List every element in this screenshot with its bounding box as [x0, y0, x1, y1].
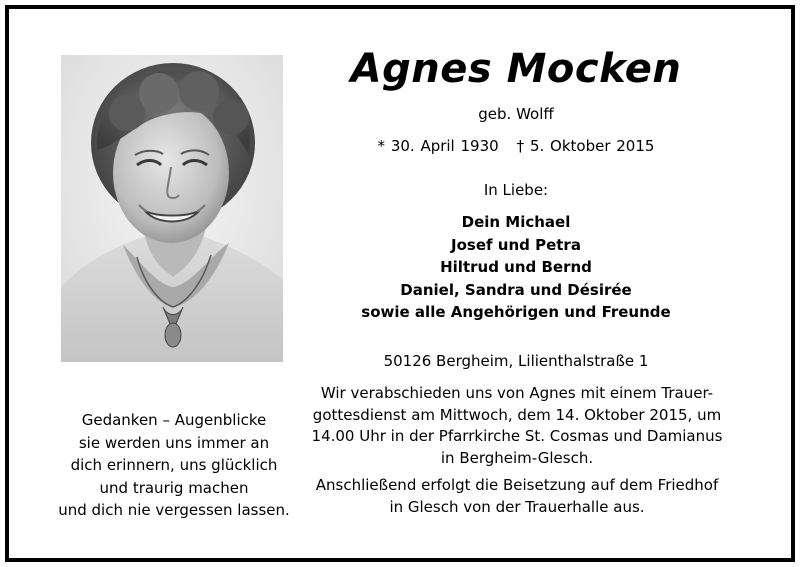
service-line: gottesdienst am Mittwoch, dem 14. Oktober 2015, um — [312, 405, 722, 424]
mourner: sowie alle Angehörigen und Freunde — [361, 303, 671, 321]
life-dates — [321, 136, 711, 156]
mourner: Hiltrud und Bernd — [440, 258, 592, 276]
service-line: 14.00 Uhr in der Pfarrkirche St. Cosmas und Damianus — [311, 427, 723, 445]
poem-line: dich erinnern, uns glücklich — [70, 456, 278, 474]
mourner: Dein Michael — [461, 213, 571, 231]
birth-date: * 30. April 1930 — [377, 137, 499, 155]
funeral-service-info — [307, 383, 727, 469]
portrait-image — [61, 55, 283, 362]
poem-line: und traurig machen — [99, 478, 249, 497]
mourners-list — [321, 211, 711, 324]
burial-line: Anschließend erfolgt die Beisetzung auf dem Friedhof — [315, 476, 719, 494]
family-address: 50126 Bergheim, Lilienthalstraße 1 — [383, 352, 649, 370]
poem-line: Gedanken – Augenblicke — [81, 411, 267, 429]
burial-line: in Glesch von der Trauerhalle aus. — [389, 497, 645, 516]
death-date: † 5. Oktober 2015 — [516, 137, 655, 155]
poem-line: sie werden uns immer an — [78, 433, 270, 452]
memorial-poem — [36, 409, 312, 522]
love-intro: In Liebe: — [483, 181, 549, 199]
service-line: in Bergheim-Glesch. — [440, 448, 594, 467]
obituary-notice — [5, 5, 795, 562]
deceased-name: Agnes Mocken — [350, 46, 682, 92]
maiden-name: geb. Wolff — [478, 105, 554, 123]
poem-line: und dich nie vergessen lassen. — [58, 501, 290, 519]
portrait-photo — [61, 55, 283, 362]
service-line: Wir verabschieden uns von Agnes mit einem Trauer- — [320, 384, 714, 402]
mourner: Josef und Petra — [451, 235, 581, 254]
burial-info — [307, 475, 727, 518]
mourner: Daniel, Sandra und Désirée — [400, 280, 632, 299]
